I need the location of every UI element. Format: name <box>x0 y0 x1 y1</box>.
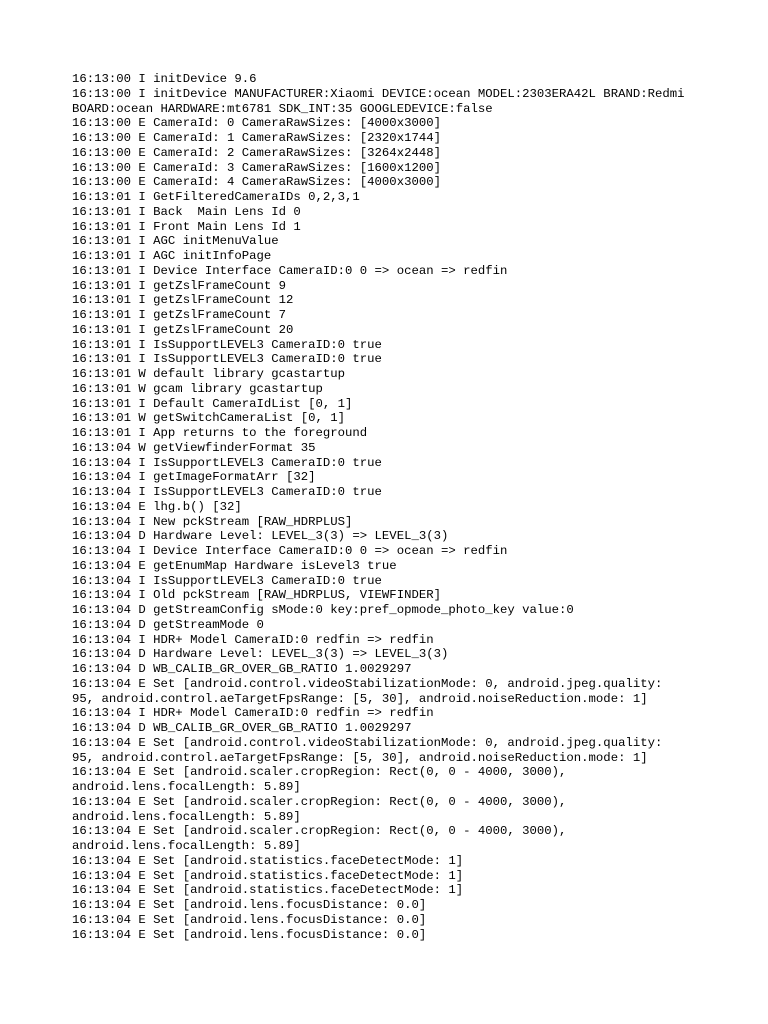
log-line: 16:13:04 I Device Interface CameraID:0 0 => ocean => redfin <box>72 544 508 558</box>
log-line: 16:13:04 I HDR+ Model CameraID:0 redfin => redfin <box>72 706 434 721</box>
log-line: 16:13:01 W getSwitchCameraList [0, 1] <box>72 411 346 426</box>
log-line: 16:13:04 E Set [android.scaler.cropRegion: Rect(0, 0 - 4000, 3000), <box>72 824 567 839</box>
log-line: 16:13:04 E Set [android.statistics.faceDetectMode: 1] <box>72 853 464 868</box>
log-line: 16:13:01 I IsSupportLEVEL3 CameraID:0 true <box>72 352 382 367</box>
log-line: 16:13:04 I IsSupportLEVEL3 CameraID:0 true <box>72 455 382 470</box>
log-line: 16:13:01 I IsSupportLEVEL3 CameraID:0 true <box>72 337 382 352</box>
log-line: 16:13:00 E CameraId: 4 CameraRawSizes: [4000x3000] <box>72 175 441 190</box>
log-line: 16:13:04 I Old pckStream [RAW_HDRPLUS, VIEWFINDER] <box>72 588 441 603</box>
log-line: 16:13:01 I App returns to the foreground <box>72 426 368 440</box>
log-line: 16:13:04 D Hardware Level: LEVEL_3(3) => LEVEL_3(3) <box>72 529 449 544</box>
log-line: 16:13:04 I getImageFormatArr [32] <box>72 470 316 485</box>
log-line: 16:13:01 I Device Interface CameraID:0 0 => ocean => redfin <box>72 263 508 278</box>
log-line: 16:13:01 I getZslFrameCount 12 <box>72 293 294 308</box>
log-line: android.lens.focalLength: 5.89] <box>72 809 301 824</box>
log-line: 16:13:04 W getViewfinderFormat 35 <box>72 440 316 455</box>
log-line: 16:13:01 W gcam library gcastartup <box>72 381 323 396</box>
log-line: 95, android.control.aeTargetFpsRange: [5, 30], android.noiseReduction.mode: 1] <box>72 750 648 765</box>
log-line: 16:13:04 I IsSupportLEVEL3 CameraID:0 true <box>72 485 382 499</box>
log-line: BOARD:ocean HARDWARE:mt6781 SDK_INT:35 GOOGLEDEVICE:false <box>72 101 493 116</box>
log-line: 16:13:01 I Default CameraIdList [0, 1] <box>72 396 353 411</box>
log-line: 95, android.control.aeTargetFpsRange: [5, 30], android.noiseReduction.mode: 1] <box>72 691 648 706</box>
log-line: android.lens.focalLength: 5.89] <box>72 780 301 794</box>
log-line: 16:13:04 E Set [android.lens.focusDistance: 0.0] <box>72 927 427 942</box>
log-line: 16:13:00 E CameraId: 2 CameraRawSizes: [3264x2448] <box>72 145 441 160</box>
log-line: 16:13:04 D getStreamConfig sMode:0 key:pref_opmode_photo_key value:0 <box>72 603 574 617</box>
log-line: 16:13:04 E Set [android.control.videoStabilizationMode: 0, android.jpeg.quality: <box>72 735 663 750</box>
log-line: 16:13:04 E Set [android.statistics.faceDetectMode: 1] <box>72 883 464 898</box>
log-line: 16:13:01 I getZslFrameCount 7 <box>72 308 287 322</box>
log-line: 16:13:00 E CameraId: 3 CameraRawSizes: [1600x1200] <box>72 160 441 175</box>
log-line: 16:13:01 I getZslFrameCount 9 <box>72 278 287 293</box>
log-line: 16:13:01 I getZslFrameCount 20 <box>72 322 294 337</box>
log-line: 16:13:01 I Front Main Lens Id 1 <box>72 219 301 234</box>
log-line: 16:13:00 I initDevice 9.6 <box>72 72 257 86</box>
log-line: 16:13:04 E Set [android.lens.focusDistance: 0.0] <box>72 898 427 912</box>
log-document <box>72 72 712 942</box>
log-line: 16:13:01 I GetFilteredCameraIDs 0,2,3,1 <box>72 190 360 204</box>
log-line: 16:13:04 E Set [android.statistics.faceDetectMode: 1] <box>72 868 464 883</box>
log-line: 16:13:04 D WB_CALIB_GR_OVER_GB_RATIO 1.0029297 <box>72 721 412 735</box>
log-line: 16:13:00 I initDevice MANUFACTURER:Xiaomi DEVICE:ocean MODEL:2303ERA42L BRAND:Redmi <box>72 86 685 101</box>
log-line: 16:13:04 E Set [android.lens.focusDistance: 0.0] <box>72 912 427 927</box>
log-line: 16:13:04 I New pckStream [RAW_HDRPLUS] <box>72 514 353 529</box>
log-line: 16:13:01 I AGC initInfoPage <box>72 249 272 263</box>
log-line: 16:13:04 E Set [android.control.videoStabilizationMode: 0, android.jpeg.quality: <box>72 676 663 691</box>
log-line: 16:13:04 I HDR+ Model CameraID:0 redfin => redfin <box>72 632 434 647</box>
log-line: 16:13:04 E getEnumMap Hardware isLevel3 true <box>72 558 397 573</box>
log-line: 16:13:04 D WB_CALIB_GR_OVER_GB_RATIO 1.0029297 <box>72 662 412 676</box>
log-line: 16:13:00 E CameraId: 1 CameraRawSizes: [2320x1744] <box>72 131 441 145</box>
log-line: 16:13:01 W default library gcastartup <box>72 367 346 381</box>
log-line: 16:13:04 E Set [android.scaler.cropRegion: Rect(0, 0 - 4000, 3000), <box>72 794 567 809</box>
log-line: 16:13:04 I IsSupportLEVEL3 CameraID:0 true <box>72 573 382 588</box>
log-line: 16:13:01 I Back Main Lens Id 0 <box>72 204 301 219</box>
log-line: 16:13:00 E CameraId: 0 CameraRawSizes: [4000x3000] <box>72 116 441 131</box>
log-line: android.lens.focalLength: 5.89] <box>72 839 301 853</box>
log-line: 16:13:04 E Set [android.scaler.cropRegion: Rect(0, 0 - 4000, 3000), <box>72 765 567 780</box>
log-line: 16:13:04 E lhg.b() [32] <box>72 499 242 514</box>
log-line: 16:13:01 I AGC initMenuValue <box>72 234 279 249</box>
log-line: 16:13:04 D getStreamMode 0 <box>72 617 264 632</box>
log-line: 16:13:04 D Hardware Level: LEVEL_3(3) => LEVEL_3(3) <box>72 647 449 662</box>
